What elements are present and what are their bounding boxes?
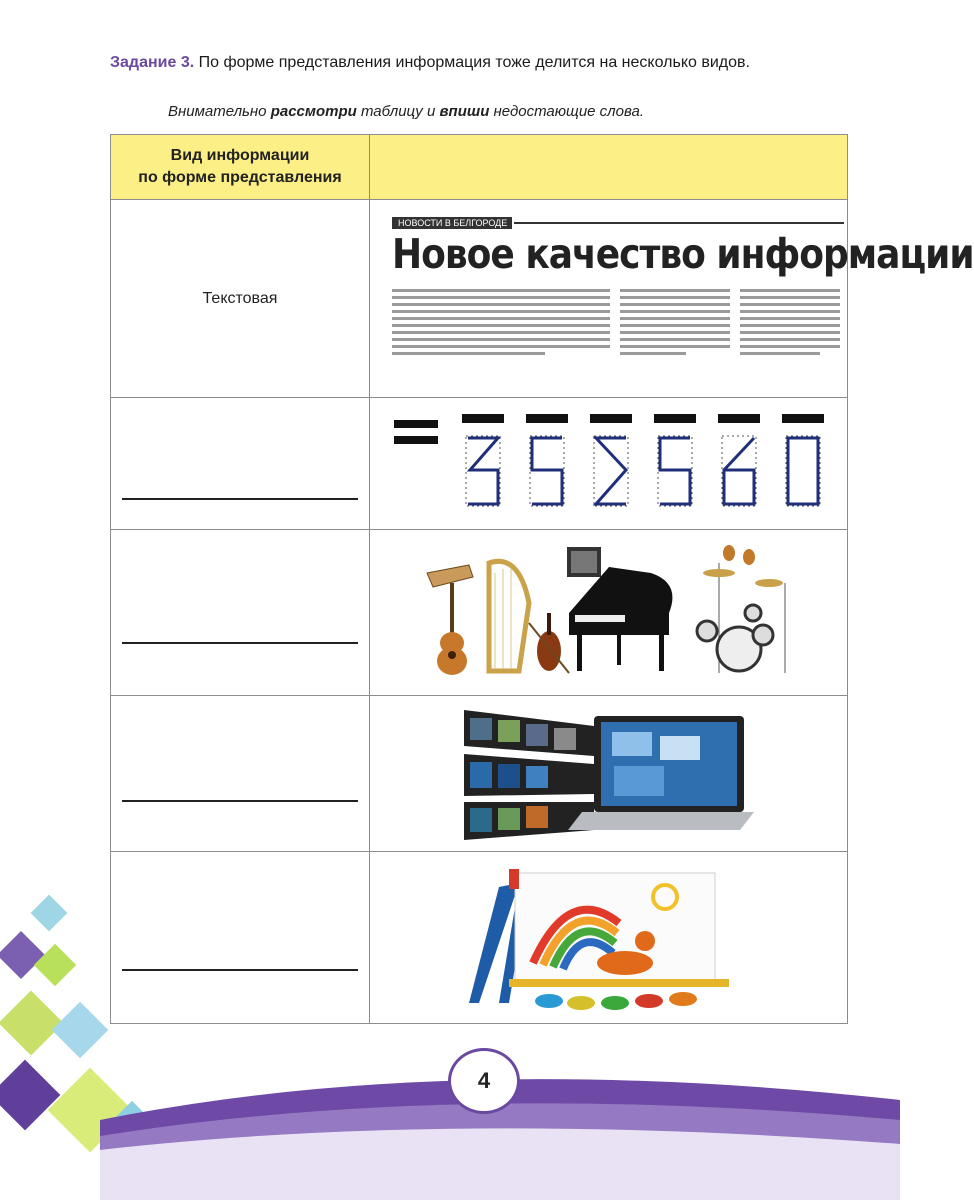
- example-cell: [370, 696, 848, 852]
- harp-icon: [489, 561, 529, 671]
- easel-painting-image: [370, 863, 847, 1013]
- type-cell: [111, 696, 370, 852]
- digits-image: [370, 402, 847, 526]
- table-header-row: [111, 135, 848, 200]
- type-cell: [111, 398, 370, 530]
- header-line-1: Вид информации: [170, 147, 310, 164]
- page-number: 4: [448, 1048, 520, 1114]
- type-name-text: Текстовая: [202, 289, 278, 307]
- newspaper-tag: НОВОСТИ В БЕЛГОРОДЕ: [392, 217, 512, 229]
- answer-blank-line[interactable]: [122, 641, 358, 644]
- digit-3-icon: [460, 410, 506, 520]
- minus-sign-icon: [392, 410, 442, 520]
- instruction-part: недостающие слова.: [489, 103, 644, 120]
- type-cell: [111, 530, 370, 696]
- page-footer-wave: [0, 1040, 900, 1200]
- instruction-verb-look: рассмотри: [270, 103, 357, 120]
- violin-icon: [529, 613, 569, 673]
- example-cell: [370, 200, 974, 398]
- header-cell-example: [370, 135, 848, 200]
- digit-5-icon: [652, 410, 698, 520]
- example-cell: [370, 530, 848, 696]
- film-strip-icon: [464, 710, 594, 840]
- newspaper-rule: [514, 222, 844, 224]
- video-laptop-image: [370, 706, 847, 842]
- task-body: По форме представления информация тоже делится на несколько видов.: [194, 54, 750, 71]
- digit-6-icon: [716, 410, 762, 520]
- header-line-2: по форме представления: [138, 169, 342, 186]
- easel-tray: [509, 979, 729, 987]
- newspaper-column: [620, 289, 730, 379]
- instruction: [168, 103, 644, 120]
- grand-piano-icon: [569, 567, 672, 671]
- type-cell: [111, 200, 370, 398]
- table-row: [111, 852, 848, 1024]
- digit-5-icon: [588, 410, 634, 520]
- newspaper-column: [740, 289, 840, 379]
- newspaper-image: [384, 211, 974, 387]
- digit-0-icon: [780, 410, 826, 520]
- instruction-verb-write: впиши: [439, 103, 490, 120]
- task-text: [110, 52, 850, 74]
- header-cell-type: [111, 135, 370, 200]
- digit-5-icon: [524, 410, 570, 520]
- table-row: [111, 398, 848, 530]
- guitar-icon: [437, 583, 467, 675]
- instruction-part: таблицу и: [356, 103, 440, 120]
- laptop-icon: [568, 716, 754, 830]
- information-types-table: [110, 134, 974, 1024]
- paint-pots-icon: [535, 992, 697, 1010]
- answer-blank-line[interactable]: [122, 799, 358, 802]
- accordion-icon: [567, 547, 601, 577]
- drum-kit-icon: [697, 563, 785, 673]
- example-cell: [370, 398, 848, 530]
- table-row: [111, 530, 848, 696]
- instruction-part: Внимательно: [168, 103, 271, 120]
- table-row: [111, 200, 848, 398]
- newspaper-column: [392, 289, 610, 379]
- musical-instruments-image: [370, 543, 847, 683]
- newspaper-headline: Новое качество информации: [392, 230, 974, 278]
- task-label: Задание 3.: [110, 54, 195, 71]
- example-cell: [370, 852, 848, 1024]
- answer-blank-line[interactable]: [122, 497, 358, 500]
- table-row: [111, 696, 848, 852]
